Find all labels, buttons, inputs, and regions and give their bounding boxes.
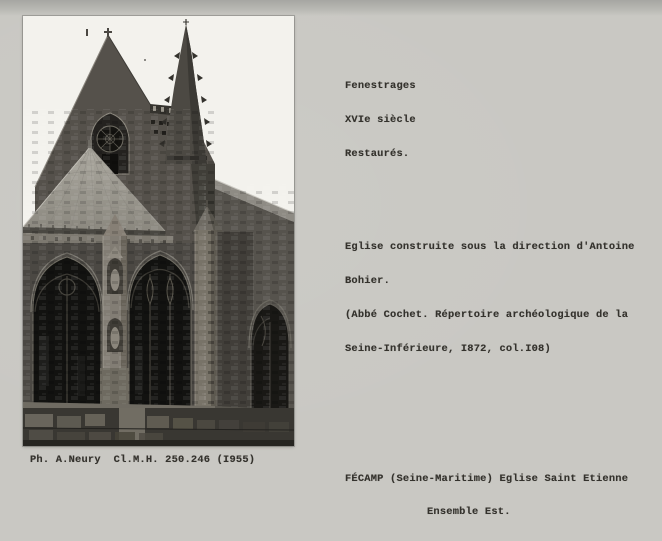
church-photo-drawing xyxy=(23,16,294,446)
stone-texture xyxy=(23,109,215,446)
note-line: Bohier. xyxy=(345,274,391,287)
caption-line-2: Ensemble Est. xyxy=(427,506,511,519)
note-block-2 xyxy=(345,219,635,377)
note-line: (Abbé Cochet. Répertoire archéologique de la xyxy=(345,308,629,321)
location-caption xyxy=(345,451,628,541)
church-photograph xyxy=(23,16,294,446)
note-line: Restaurés. xyxy=(345,147,410,160)
note-line: Fenestrages xyxy=(345,80,416,93)
bird-speck xyxy=(144,59,146,61)
card-top-edge-shading xyxy=(0,0,662,16)
note-block-1 xyxy=(345,59,635,183)
caption-line-1: FÉCAMP (Seine-Maritime) Eglise Saint Etienne xyxy=(345,472,629,485)
photographer-credit: Ph. A.Neury Cl.M.H. 250.246 (I955) xyxy=(30,454,256,466)
note-line: Seine-Inférieure, I872, col.I08) xyxy=(345,342,551,355)
note-line: Eglise construite sous la direction d'Antoine xyxy=(345,241,635,254)
plinth xyxy=(23,402,294,446)
note-line: XVIe siècle xyxy=(345,114,416,127)
typed-notes xyxy=(345,36,635,400)
